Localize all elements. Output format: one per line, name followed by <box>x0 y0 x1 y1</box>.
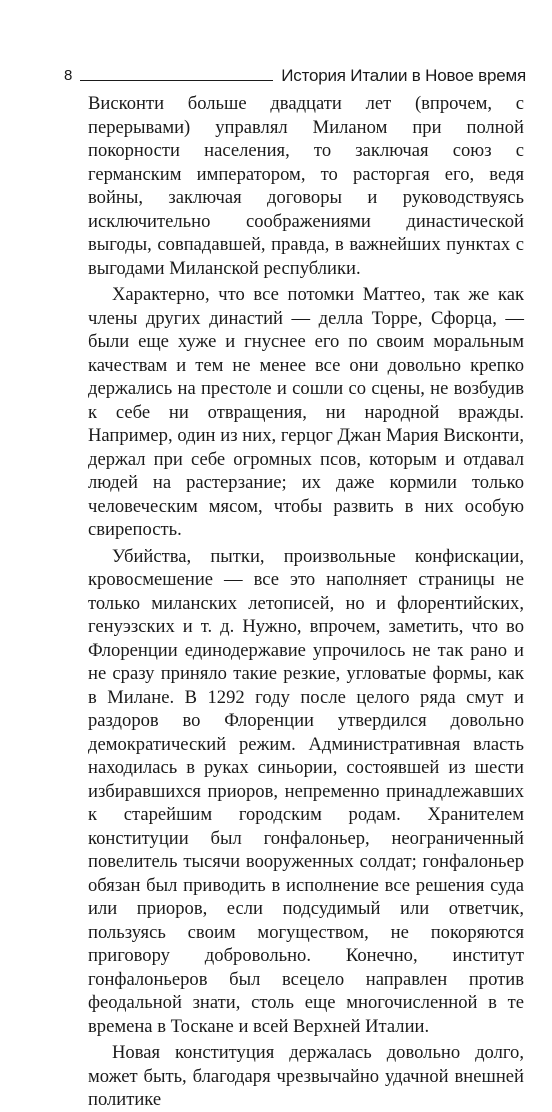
header-rule <box>80 80 273 81</box>
paragraph-3: Убийства, пытки, произвольные конфискации, кровосмешение — все это наполняет страницы не только миланских летописей, но и флорентийских, генуэзских и т. д. Нужно, впрочем, заметить, что во Флоренции единодержавие упрочилось не так рано и не сразу приняло такие резкие, угловатые формы, как в Милане. В 1292 году после целого ряда смут и раздоров во Флоренции утвердился довольно демократический режим. Административная власть находилась в руках синьории, состоявшей из шести избиравшихся приоров, непременно принадлежавших к старейшим городским родам. Хранителем конституции был гонфалоньер, неограниченный повелитель тысячи вооруженных солдат; гонфалоньер обязан был приводить в исполнение все решения суда или приоров, если подсудимый или ответчик, пользуясь своим могуществом, не покоряются приговору добровольно. Конечно, институт гонфалоньеров был всецело направлен против феодальной знати, столь еще многочисленной в те времена в Тоскане и всей Верхней Италии. <box>88 545 524 1037</box>
running-head <box>64 63 526 85</box>
paragraph-2: Характерно, что все потомки Маттео, так же как члены других династий — делла Торре, Сфорца, — были еще хуже и гнуснее его по своим моральным качествам и тем не менее все они довольно крепко держались на престоле и сошли со сцены, не возбудив к себе ни отвращения, ни народной вражды. Например, один из них, герцог Джан Мария Висконти, держал при себе огромных псов, которым и отдавал людей на растерзание; их даже кормили только человеческим мясом, чтобы развить в них особую свирепость. <box>88 284 524 540</box>
paragraph-4: Новая конституция держалась довольно долго, может быть, благодаря чрезвычайно удачной внешней политике <box>88 1042 524 1110</box>
page-number: 8 <box>64 67 73 84</box>
running-title: История Италии в Новое время <box>281 66 526 85</box>
body-text <box>88 92 524 1112</box>
paragraph-1: Висконти больше двадцати лет (впрочем, с перерывами) управлял Миланом при полной покорности населения, то заключая союз с германским императором, то расторгая его, ведя войны, заключая договоры и руководствуясь исключительно соображениями династической выгоды, совпадавшей, правда, в важнейших пунктах с выгодами Миланской республики. <box>88 93 524 279</box>
